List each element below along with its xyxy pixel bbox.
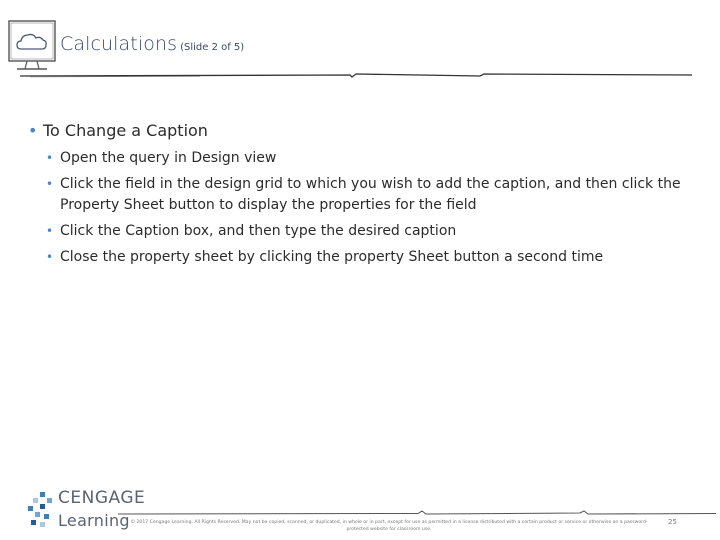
list-item [28,247,708,268]
slide-title [60,33,244,55]
bullet-glyph: • [46,177,54,191]
title-subtitle: (Slide 2 of 5) [180,42,245,53]
copyright-text: © 2017 Cengage Learning. All Rights Reserved. May not be copied, scanned, or duplicated, in whole or in part, except for use as permitted in a license distributed with a certain product or service or otherwise on a password-protected website for classroom use. [130,520,648,532]
list-item-text: Click the Caption box, and then type the desired caption [60,223,457,239]
logo-text-learning: Learning [58,511,130,530]
footer-rule [118,500,718,520]
list-item [28,174,708,216]
heading-text: To Change a Caption [43,121,208,140]
title-main: Calculations [60,33,178,55]
bullet-glyph: • [28,121,38,140]
bullet-glyph: • [46,250,54,264]
bullet-list [28,148,708,268]
page-number: 25 [668,518,677,526]
bullet-glyph: • [46,151,54,165]
slide-content [28,120,708,273]
list-item [28,148,708,169]
logo-mark-icon [28,492,54,528]
list-item-text: Click the field in the design grid to which you wish to add the caption, and then click the Property Sheet button to display the properties for the field [60,176,681,213]
list-item [28,221,708,242]
title-underline [0,60,720,90]
bullet-heading [28,120,708,142]
bullet-glyph: • [46,224,54,238]
list-item-text: Open the query in Design view [60,150,277,166]
logo-text-cengage: CENGAGE [58,488,146,508]
list-item-text: Close the property sheet by clicking the property Sheet button a second time [60,249,604,265]
